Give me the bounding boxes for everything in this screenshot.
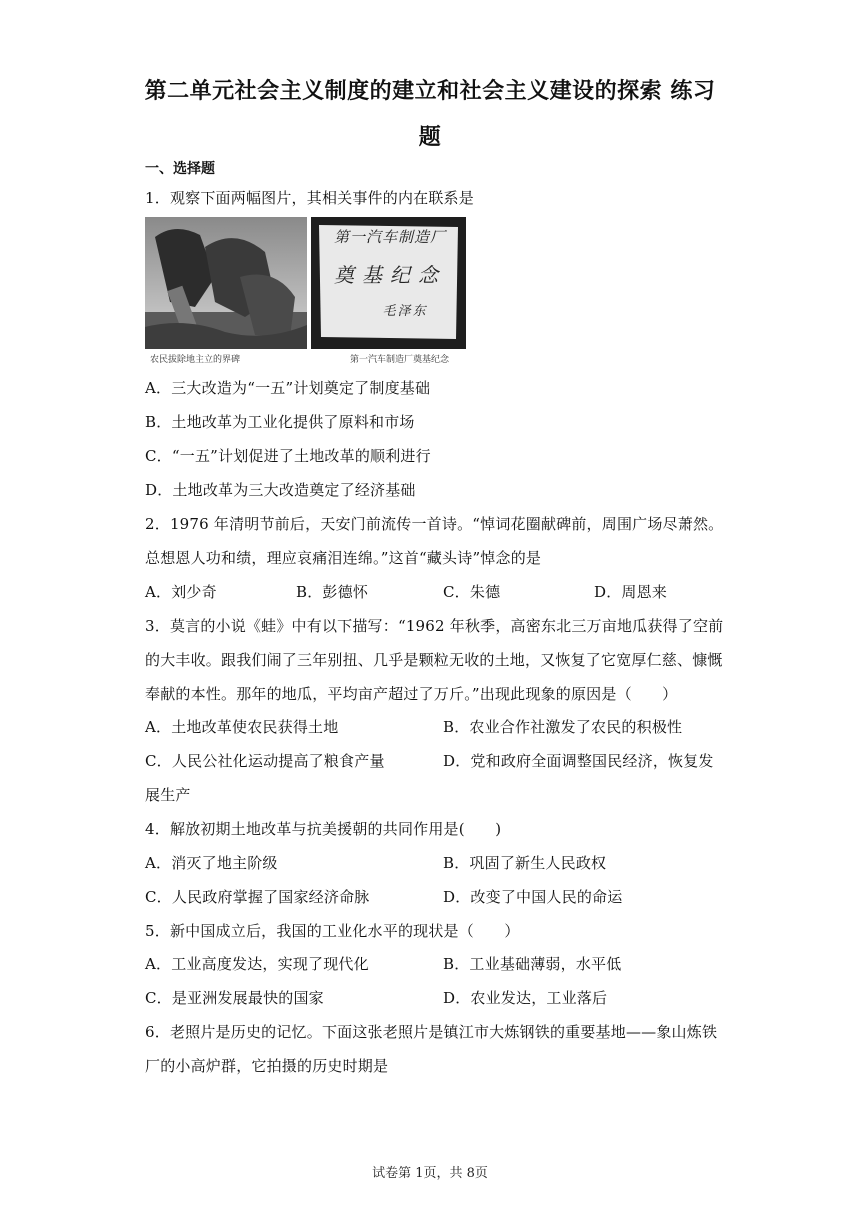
q3-option-d-continued: 展生产	[145, 786, 191, 804]
inscription-text	[320, 226, 460, 319]
photo-left-caption: 农民拔除地主立的界碑	[150, 355, 241, 365]
q4-option-c[interactable]: C．人民政府掌握了国家经济命脉	[145, 888, 370, 906]
question-3-stem-line-2: 的大丰收。跟我们闹了三年别扭、几乎是颗粒无收的土地，又恢复了它宽厚仁慈、慷慨	[145, 651, 723, 669]
q2-option-a[interactable]: A．刘少奇	[145, 583, 217, 601]
question-1-stem: 1．观察下面两幅图片，其相关事件的内在联系是	[145, 189, 474, 207]
section-heading: 一、选择题	[145, 161, 215, 177]
q5-option-a[interactable]: A．工业高度发达，实现了现代化	[145, 955, 369, 973]
page-footer: 试卷第 1页，共 8页	[372, 1166, 488, 1181]
inscription-signature: 毛泽东	[382, 304, 428, 319]
q4-option-a[interactable]: A．消灭了地主阶级	[145, 854, 278, 872]
question-4-stem: 4．解放初期土地改革与抗美援朝的共同作用是( )	[145, 820, 502, 838]
q3-option-b[interactable]: B．农业合作社激发了农民的积极性	[443, 718, 683, 736]
question-5-stem: 5．新中国成立后，我国的工业化水平的现状是（ ）	[145, 922, 520, 940]
question-6-stem-line-1: 6．老照片是历史的记忆。下面这张老照片是镇江市大炼钢铁的重要基地——象山炼铁	[145, 1023, 718, 1041]
inscription-line-2: 奠基纪念	[334, 263, 446, 287]
q3-option-d[interactable]: D．党和政府全面调整国民经济，恢复发	[443, 752, 714, 770]
page-title-continued: 题	[418, 125, 442, 150]
page-title: 第二单元社会主义制度的建立和社会主义建设的探索 练习	[144, 79, 716, 104]
q2-option-c[interactable]: C．朱德	[443, 583, 501, 601]
q1-option-c[interactable]: C．“一五”计划促进了土地改革的顺利进行	[145, 447, 431, 465]
q5-option-b[interactable]: B．工业基础薄弱，水平低	[443, 955, 622, 973]
question-3-stem-line-1: 3．莫言的小说《蛙》中有以下描写：“1962 年秋季，高密东北三万亩地瓜获得了空前	[145, 617, 724, 635]
q2-option-b[interactable]: B．彭德怀	[296, 583, 369, 601]
q5-option-c[interactable]: C．是亚洲发展最快的国家	[145, 989, 324, 1007]
question-3-stem-line-3: 奉献的本性。那年的地瓜，平均亩产超过了万斤。”出现此现象的原因是（ ）	[145, 685, 678, 703]
q1-option-a[interactable]: A．三大改造为“一五”计划奠定了制度基础	[145, 379, 431, 397]
q4-option-d[interactable]: D．改变了中国人民的命运	[443, 888, 623, 906]
photo-farmers-removing-boundary-stone	[145, 217, 307, 367]
q1-option-d[interactable]: D．土地改革为三大改造奠定了经济基础	[145, 481, 416, 499]
q5-option-d[interactable]: D．农业发达，工业落后	[443, 989, 608, 1007]
photo-right-caption: 第一汽车制造厂奠基纪念	[350, 355, 450, 365]
q2-option-d[interactable]: D．周恩来	[594, 583, 668, 601]
question-2-stem-line-2: 总想恩人功和绩，理应哀痛泪连绵。”这首“藏头诗”悼念的是	[145, 549, 542, 567]
question-2-stem-line-1: 2．1976 年清明节前后，天安门前流传一首诗。“悼词花圈献碑前，周围广场尽萧然。	[145, 515, 724, 533]
question-6-stem-line-2: 厂的小高炉群，它拍摄的历史时期是	[145, 1057, 389, 1075]
inscription-line-1: 第一汽车制造厂	[333, 228, 446, 246]
q3-option-a[interactable]: A．土地改革使农民获得土地	[145, 718, 339, 736]
q4-option-b[interactable]: B．巩固了新生人民政权	[443, 854, 607, 872]
q1-option-b[interactable]: B．土地改革为工业化提供了原料和市场	[145, 413, 415, 431]
q3-option-c[interactable]: C．人民公社化运动提高了粮食产量	[145, 752, 385, 770]
